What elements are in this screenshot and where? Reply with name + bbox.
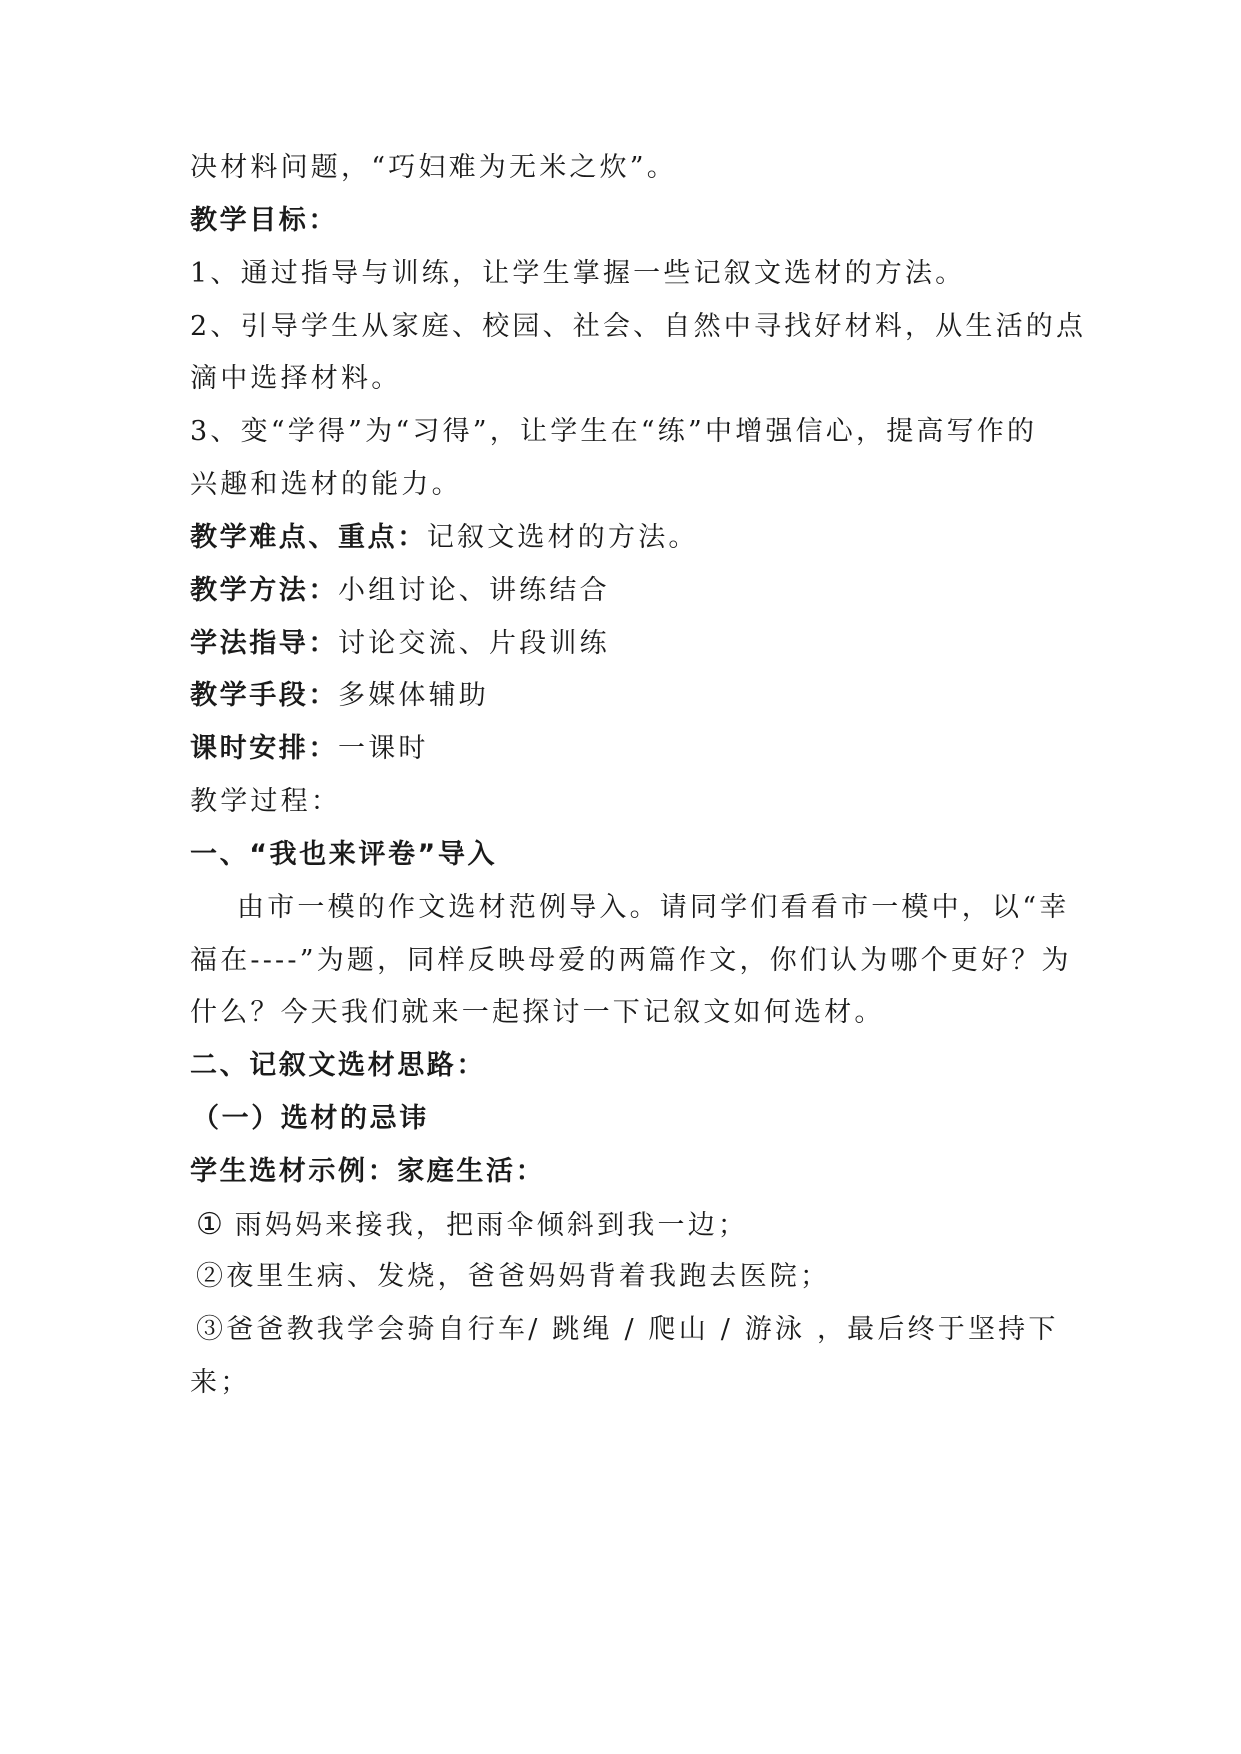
example-1 [196, 1207, 1066, 1244]
method-label: 教学方法： [190, 575, 338, 606]
objective-3-line-1: 3、变“学得”为“习得”，让学生在“练”中增强信心，提高写作的 [190, 416, 1038, 447]
section-2-title: 二、记叙文选材思路： [190, 1050, 486, 1081]
example-3-line-2: 来； [190, 1367, 251, 1398]
difficulty-row [190, 520, 1060, 556]
examples-title: 学生选材示例：家庭生活： [190, 1156, 546, 1187]
section-1-title: 一、“我也来评卷”导入 [190, 839, 498, 870]
section-1-para-line-3: 什么？今天我们就来一起探讨一下记叙文如何选材。 [190, 997, 885, 1028]
means-label: 教学手段： [190, 680, 338, 711]
difficulty-value: 记叙文选材的方法。 [426, 522, 699, 553]
means-value: 多媒体辅助 [338, 680, 489, 711]
method-row [190, 573, 1060, 609]
section-1-para-line-1: 由市一模的作文选材范例导入。请同学们看看市一模中，以“幸 [237, 892, 1070, 923]
objective-2-line-1: 2、引导学生从家庭、校园、社会、自然中寻找好材料，从生活的点 [190, 311, 1087, 342]
section-1-para-line-2: 福在----”为题，同样反映母爱的两篇作文，你们认为哪个更好？为 [190, 945, 1072, 976]
schedule-label: 课时安排： [190, 733, 338, 764]
schedule-row [190, 731, 1060, 767]
means-row [190, 678, 1060, 714]
schedule-value: 一课时 [338, 733, 429, 764]
objective-1: 1、通过指导与训练，让学生掌握一些记叙文选材的方法。 [190, 258, 966, 289]
intro-line: 决材料问题，“巧妇难为无米之炊”。 [190, 152, 678, 183]
method-value: 小组讨论、讲练结合 [338, 575, 610, 606]
study-row [190, 626, 1060, 662]
objective-3-line-2: 兴趣和选材的能力。 [190, 469, 462, 500]
example-3-line-1: ③爸爸教我学会骑自行车/ 跳绳 / 爬山 / 游泳 ，最后终于坚持下 [196, 1314, 1059, 1345]
study-label: 学法指导： [190, 628, 338, 659]
objective-2-line-2: 滴中选择材料。 [190, 363, 402, 394]
study-value: 讨论交流、片段训练 [338, 628, 610, 659]
example-1-text: 雨妈妈来接我，把雨伞倾斜到我一边； [222, 1210, 749, 1241]
example-1-number: ① [196, 1207, 223, 1242]
process-heading: 教学过程： [190, 786, 341, 817]
subsection-1-title: （一）选材的忌讳 [192, 1103, 429, 1134]
example-2: ②夜里生病、发烧，爸爸妈妈背着我跑去医院； [196, 1261, 831, 1292]
difficulty-label: 教学难点、重点： [190, 522, 427, 553]
objectives-heading: 教学目标： [190, 205, 338, 236]
